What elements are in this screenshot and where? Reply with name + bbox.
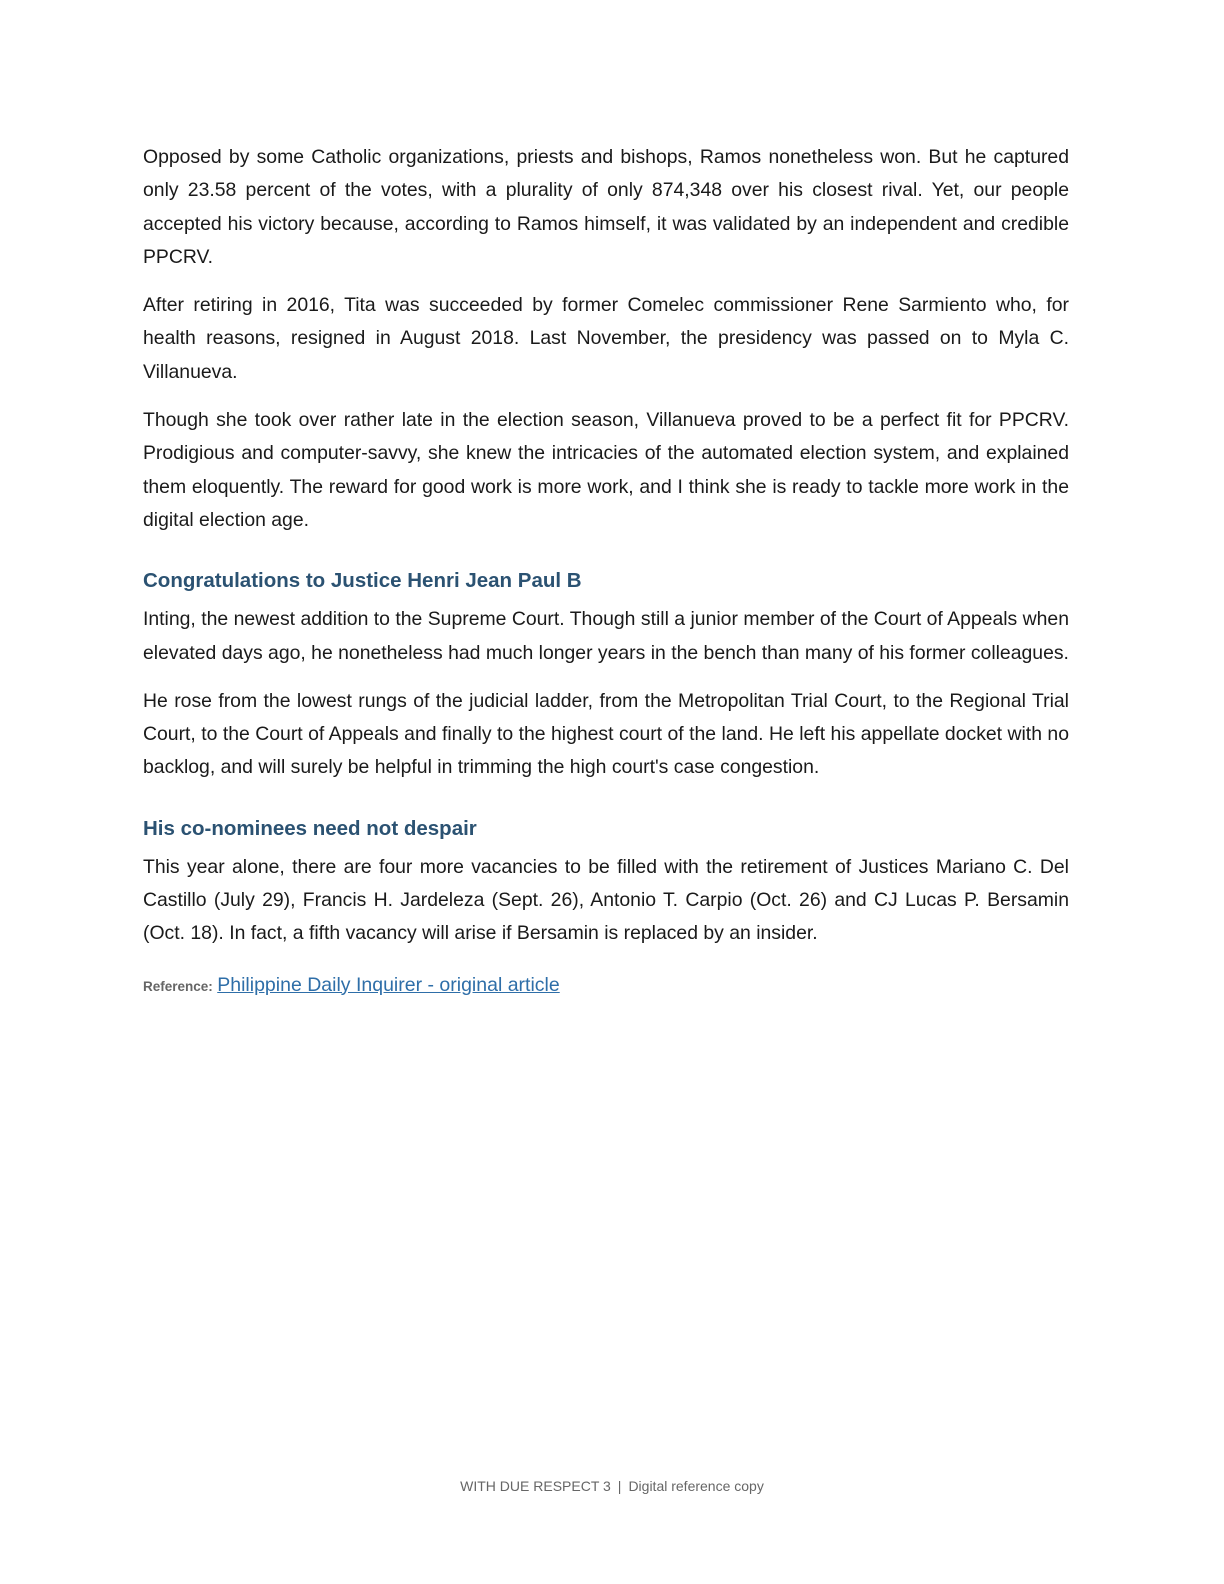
body-paragraph-vacancies: This year alone, there are four more vacancies to be filled with the retirement of Justices Mariano C. Del Castillo (July 29), Francis H. Jardeleza (Sept. 26), Antonio T. Carpio (Oct. 26) and CJ Lucas P. Bersamin (Oct. 18). In fact, a fifth vacancy will arise if Bersamin is replaced by an insider. <box>143 855 1069 945</box>
section-heading-congratulations: Congratulations to Justice Henri Jean Paul B <box>143 569 582 593</box>
reference-line <box>143 971 1069 1001</box>
section-heading-co-nominees: His co-nominees need not despair <box>143 816 477 840</box>
reference-label: Reference: <box>143 978 213 994</box>
footer-title: WITH DUE RESPECT 3 <box>460 1478 611 1494</box>
body-paragraph-judicial-ladder: He rose from the lowest rungs of the judicial ladder, from the Metropolitan Trial Court, to the Regional Trial Court, to the Court of Appeals and finally to the highest court of the land. He left his appellate docket with no backlog, and will surely be helpful in trimming the high court's case congestion. <box>143 689 1069 779</box>
document-page <box>143 141 1069 1001</box>
page-footer <box>0 1478 1224 1494</box>
reference-link[interactable]: Philippine Daily Inquirer - original article <box>217 973 560 996</box>
footer-note: Digital reference copy <box>628 1478 764 1494</box>
footer-separator: | <box>617 1478 622 1494</box>
body-paragraph-ramos: Opposed by some Catholic organizations, priests and bishops, Ramos nonetheless won. But he captured only 23.58 percent of the votes, with a plurality of only 874,348 over his closest rival. Yet, our people accepted his victory because, according to Ramos himself, it was validated by an independent and credible PPCRV. <box>143 146 1069 268</box>
body-paragraph-sarmiento: After retiring in 2016, Tita was succeeded by former Comelec commissioner Rene Sarmiento who, for health reasons, resigned in August 2018. Last November, the presidency was passed on to Myla C. Villanueva. <box>143 294 1069 383</box>
body-paragraph-inting: Inting, the newest addition to the Supreme Court. Though still a junior member of the Court of Appeals when elevated days ago, he nonetheless had much longer years in the bench than many of his former colleagues. <box>143 608 1069 664</box>
body-paragraph-villanueva: Though she took over rather late in the election season, Villanueva proved to be a perfect fit for PPCRV. Prodigious and computer-savvy, she knew the intricacies of the automated election system, and explained them eloquently. The reward for good work is more work, and I think she is ready to tackle more work in the digital election age. <box>143 409 1069 531</box>
